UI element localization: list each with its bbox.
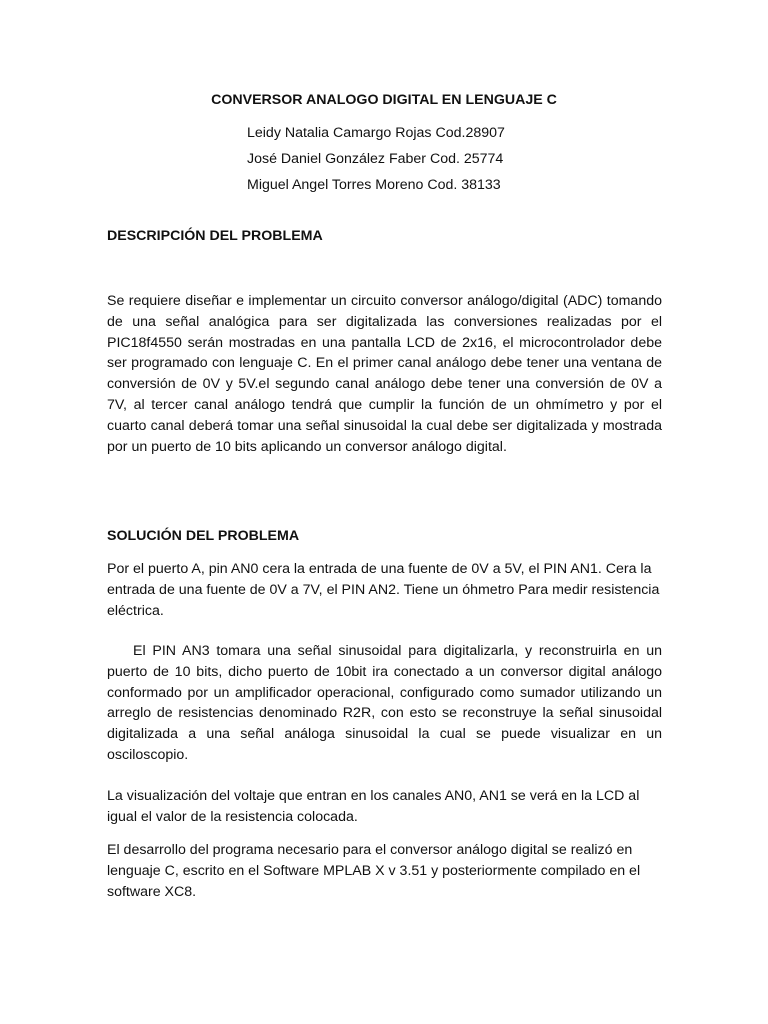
author-list: [247, 124, 505, 202]
description-paragraph: Se requiere diseñar e implementar un circuito conversor análogo/digital (ADC) tomando de una señal analógica para ser digitalizada las conversiones realizadas por el PIC18f4550 serán mostradas en una pantalla LCD de 2x16, el microcontrolador debe ser programado con lenguaje C. En el primer canal análogo debe tener una ventana de conversión de 0V y 5V.el segundo canal análogo debe tener una conversión de 0V a 7V, al tercer canal análogo tendrá que cumplir la función de un ohmímetro y por el cuarto canal deberá tomar una señal sinusoidal la cual debe ser digitalizada y mostrada por un puerto de 10 bits aplicando un conversor análogo digital.: [107, 293, 662, 455]
solution-paragraph: El desarrollo del programa necesario para el conversor análogo digital se realizó en lenguaje C, escrito en el Software MPLAB X v 3.51 y posteriormente compilado en el software XC8.: [107, 842, 641, 900]
document-title: CONVERSOR ANALOGO DIGITAL EN LENGUAJE C: [211, 92, 557, 108]
author-line: José Daniel González Faber Cod. 25774: [247, 151, 504, 167]
author-line: Miguel Angel Torres Moreno Cod. 38133: [247, 177, 501, 193]
section-heading-solution: SOLUCIÓN DEL PROBLEMA: [107, 528, 300, 544]
author-line: Leidy Natalia Camargo Rojas Cod.28907: [247, 125, 505, 141]
solution-paragraph: La visualización del voltaje que entran en los canales AN0, AN1 se verá en la LCD al igual el valor de la resistencia colocada.: [107, 788, 640, 825]
solution-paragraph: El PIN AN3 tomara una señal sinusoidal para digitalizarla, y reconstruirla en un puerto de 10 bits, dicho puerto de 10bit ira conectado a un conversor digital análogo conformado por un amplificador operacional, configurado como sumador utilizando un arreglo de resistencias denominado R2R, con esto se reconstruye la señal sinusoidal digitalizada a una señal análoga sinusoidal la cual se puede visualizar en un osciloscopio.: [107, 643, 662, 763]
solution-paragraph: Por el puerto A, pin AN0 cera la entrada de una fuente de 0V a 5V, el PIN AN1. Cera la entrada de una fuente de 0V a 7V, el PIN AN2. Tiene un óhmetro Para medir resistencia eléctrica.: [107, 561, 660, 619]
section-heading-description: DESCRIPCIÓN DEL PROBLEMA: [107, 228, 323, 244]
